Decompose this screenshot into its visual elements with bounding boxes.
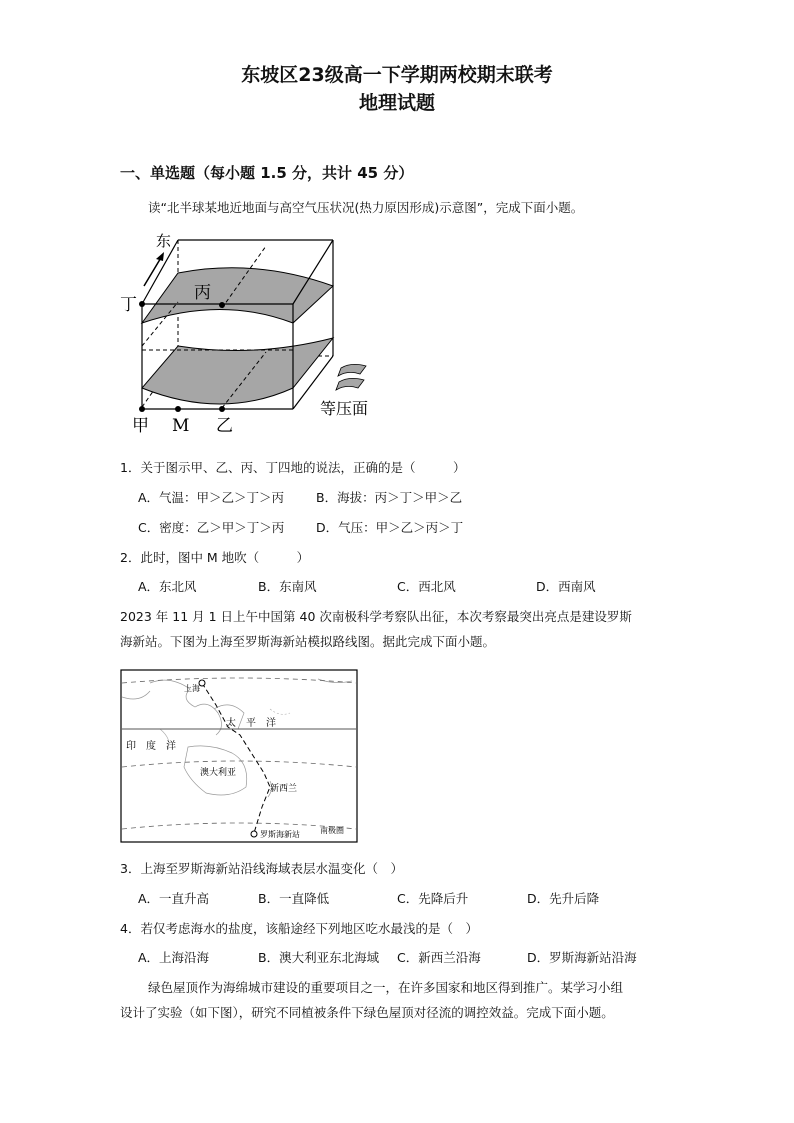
intro-3-line-2: 设计了实验（如下图），研究不同植被条件下绿色屋顶对径流的调控效益。完成下面小题。 [120, 1005, 614, 1020]
question-1-option-a[interactable]: A．气温：甲＞乙＞丁＞丙 [138, 490, 285, 505]
label-m: M [172, 416, 190, 436]
map-label-ross: 罗斯海新站 [260, 830, 300, 839]
map-label-shanghai: 上海 [184, 684, 200, 693]
section-heading: 一、单选题（每小题 1.5 分，共计 45 分） [120, 164, 414, 182]
question-2-option-b[interactable]: B．东南风 [258, 579, 317, 594]
question-1-option-d[interactable]: D．气压：甲＞乙＞丙＞丁 [316, 520, 464, 535]
route-map [120, 669, 358, 843]
question-2-option-d[interactable]: D．西南风 [536, 579, 596, 594]
question-3-option-b[interactable]: B．一直降低 [258, 891, 330, 906]
question-2-option-a[interactable]: A．东北风 [138, 579, 197, 594]
label-yi: 乙 [216, 416, 233, 436]
intro-2-line-2: 海新站。下图为上海至罗斯海新站模拟路线图。据此完成下面小题。 [120, 634, 496, 649]
question-3-stem: 3．上海至罗斯海新站沿线海域表层水温变化（ ） [120, 861, 403, 876]
question-3-option-d[interactable]: D．先升后降 [527, 891, 600, 906]
question-4-option-d[interactable]: D．罗斯海新站沿海 [527, 950, 637, 965]
question-2-option-c[interactable]: C．西北风 [397, 579, 456, 594]
question-3-option-a[interactable]: A．一直升高 [138, 891, 210, 906]
question-4-option-b[interactable]: B．澳大利亚东北海域 [258, 950, 380, 965]
question-4-option-c[interactable]: C．新西兰沿海 [397, 950, 481, 965]
question-4-stem: 4．若仅考虑海水的盐度，该船途经下列地区吃水最浅的是（ ） [120, 921, 478, 936]
map-label-indian: 印 度 洋 [126, 741, 176, 752]
label-ding: 丁 [120, 295, 137, 315]
question-2-stem: 2．此时，图中 M 地吹（ ） [120, 550, 310, 565]
intro-1: 读“北半球某地近地面与高空气压状况(热力原因形成)示意图”，完成下面小题。 [148, 200, 584, 215]
isobar-legend-icon [336, 364, 366, 390]
intro-2-line-1: 2023 年 11 月 1 日上午中国第 40 次南极科学考察队出征，本次考察最突出亮点是建设罗斯 [120, 609, 632, 624]
label-jia: 甲 [132, 416, 149, 436]
map-label-pacific: 太 平 洋 [226, 718, 276, 729]
question-1-option-c[interactable]: C．密度：乙＞甲＞丁＞丙 [138, 520, 285, 535]
exam-title: 东坡区23级高一下学期两校期末联考 [241, 64, 553, 86]
pressure-diagram [118, 228, 368, 438]
exam-subtitle: 地理试题 [358, 92, 435, 114]
question-4-option-a[interactable]: A．上海沿海 [138, 950, 210, 965]
question-1-option-b[interactable]: B．海拔：丙＞丁＞甲＞乙 [316, 490, 463, 505]
map-label-australia: 澳大利亚 [200, 768, 237, 778]
legend-label: 等压面 [320, 399, 368, 418]
label-east: 东 [156, 232, 172, 250]
question-1-stem: 1．关于图示甲、乙、丙、丁四地的说法，正确的是（ ） [120, 460, 466, 475]
question-3-option-c[interactable]: C．先降后升 [397, 891, 469, 906]
map-label-newzealand: 新西兰 [270, 784, 298, 794]
map-label-circle: 南极圈 [320, 826, 344, 835]
intro-3-line-1: 绿色屋顶作为海绵城市建设的重要项目之一，在许多国家和地区得到推广。某学习小组 [148, 980, 624, 995]
label-bing: 丙 [194, 283, 211, 303]
